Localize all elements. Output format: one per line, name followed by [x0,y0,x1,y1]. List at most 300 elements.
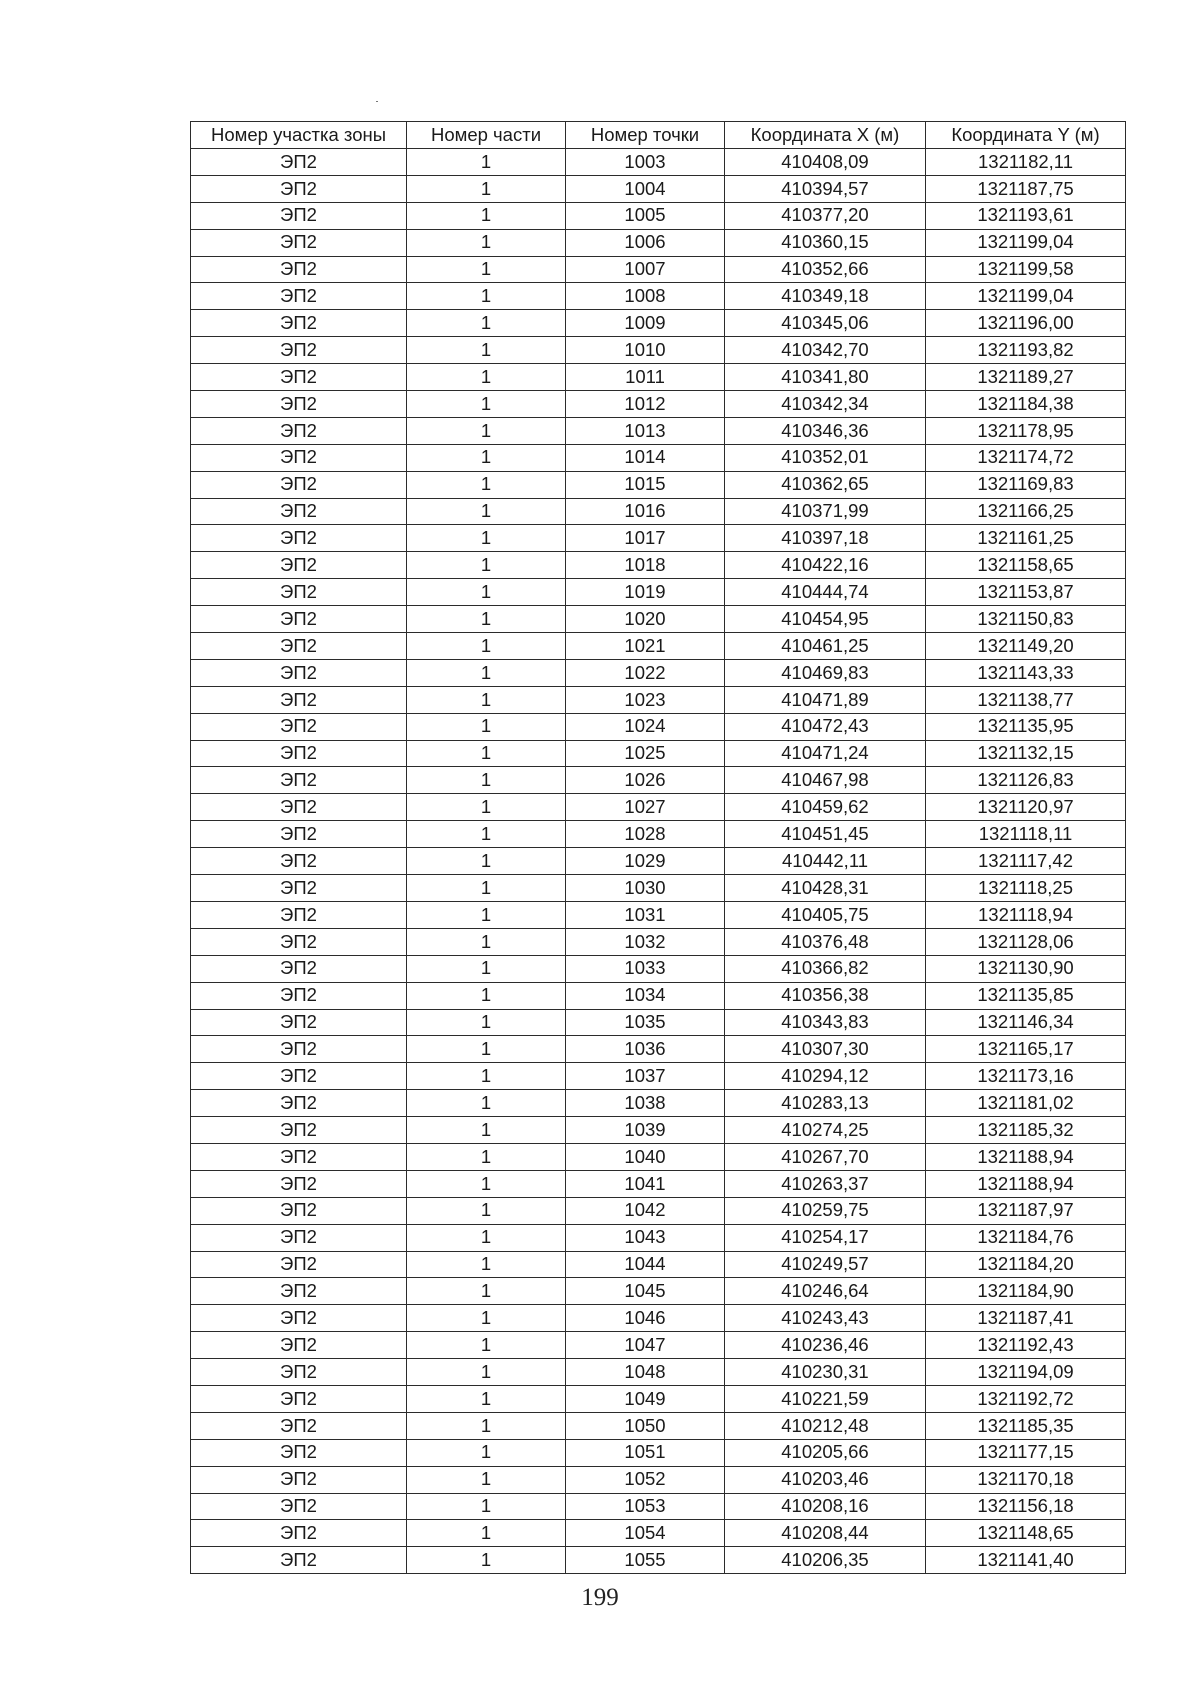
coordinate-x-cell: 410345,06 [725,310,926,337]
table-row [191,471,1126,498]
table-row [191,498,1126,525]
table-row [191,713,1126,740]
coordinates-table [190,121,1126,1574]
coordinate-y-cell: 1321185,32 [926,1117,1126,1144]
point-number-cell: 1033 [566,955,725,982]
coordinate-y-cell: 1321187,41 [926,1305,1126,1332]
zone-section-cell: ЭП2 [191,175,407,202]
coordinate-x-cell: 410356,38 [725,982,926,1009]
zone-section-cell: ЭП2 [191,579,407,606]
coordinate-y-cell: 1321138,77 [926,686,1126,713]
coordinate-y-cell: 1321173,16 [926,1063,1126,1090]
coordinate-y-cell: 1321161,25 [926,525,1126,552]
coordinate-x-cell: 410208,44 [725,1520,926,1547]
zone-section-cell: ЭП2 [191,633,407,660]
part-number-cell: 1 [407,1305,566,1332]
part-number-cell: 1 [407,391,566,418]
point-number-cell: 1018 [566,552,725,579]
table-row [191,552,1126,579]
coordinate-x-cell: 410267,70 [725,1143,926,1170]
coordinate-y-cell: 1321135,95 [926,713,1126,740]
table-row [191,1063,1126,1090]
part-number-cell: 1 [407,525,566,552]
zone-section-cell: ЭП2 [191,740,407,767]
part-number-cell: 1 [407,1466,566,1493]
zone-section-cell: ЭП2 [191,659,407,686]
point-number-cell: 1021 [566,633,725,660]
zone-section-cell: ЭП2 [191,1439,407,1466]
table-row [191,1009,1126,1036]
coordinate-x-cell: 410408,09 [725,149,926,176]
coordinate-x-cell: 410259,75 [725,1197,926,1224]
coordinate-y-cell: 1321181,02 [926,1090,1126,1117]
coordinate-y-cell: 1321148,65 [926,1520,1126,1547]
point-number-cell: 1035 [566,1009,725,1036]
zone-section-cell: ЭП2 [191,713,407,740]
part-number-cell: 1 [407,1278,566,1305]
zone-section-cell: ЭП2 [191,1332,407,1359]
part-number-cell: 1 [407,1439,566,1466]
coordinate-x-cell: 410342,70 [725,337,926,364]
header-coordinate-y: Координата Y (м) [926,122,1126,149]
point-number-cell: 1028 [566,821,725,848]
part-number-cell: 1 [407,1036,566,1063]
table-row [191,1547,1126,1574]
part-number-cell: 1 [407,1493,566,1520]
table-row [191,364,1126,391]
table-body [191,149,1126,1574]
zone-section-cell: ЭП2 [191,1359,407,1386]
zone-section-cell: ЭП2 [191,686,407,713]
coordinate-y-cell: 1321156,18 [926,1493,1126,1520]
part-number-cell: 1 [407,229,566,256]
part-number-cell: 1 [407,310,566,337]
coordinate-x-cell: 410444,74 [725,579,926,606]
coordinate-y-cell: 1321165,17 [926,1036,1126,1063]
zone-section-cell: ЭП2 [191,471,407,498]
point-number-cell: 1054 [566,1520,725,1547]
point-number-cell: 1008 [566,283,725,310]
coordinate-y-cell: 1321150,83 [926,606,1126,633]
point-number-cell: 1040 [566,1143,725,1170]
coordinate-x-cell: 410246,64 [725,1278,926,1305]
part-number-cell: 1 [407,713,566,740]
coordinate-x-cell: 410254,17 [725,1224,926,1251]
point-number-cell: 1003 [566,149,725,176]
coordinate-x-cell: 410454,95 [725,606,926,633]
table-row [191,1036,1126,1063]
zone-section-cell: ЭП2 [191,1466,407,1493]
coordinate-y-cell: 1321118,25 [926,875,1126,902]
point-number-cell: 1037 [566,1063,725,1090]
zone-section-cell: ЭП2 [191,1036,407,1063]
zone-section-cell: ЭП2 [191,417,407,444]
part-number-cell: 1 [407,175,566,202]
table-row [191,229,1126,256]
coordinate-x-cell: 410206,35 [725,1547,926,1574]
coordinate-x-cell: 410377,20 [725,202,926,229]
part-number-cell: 1 [407,202,566,229]
part-number-cell: 1 [407,579,566,606]
table-row [191,1385,1126,1412]
point-number-cell: 1020 [566,606,725,633]
part-number-cell: 1 [407,1385,566,1412]
zone-section-cell: ЭП2 [191,229,407,256]
table-row [191,149,1126,176]
coordinate-x-cell: 410472,43 [725,713,926,740]
table-row [191,740,1126,767]
coordinate-y-cell: 1321117,42 [926,848,1126,875]
coordinate-x-cell: 410366,82 [725,955,926,982]
table-row [191,848,1126,875]
coordinate-y-cell: 1321189,27 [926,364,1126,391]
coordinate-y-cell: 1321184,38 [926,391,1126,418]
coordinate-x-cell: 410360,15 [725,229,926,256]
coordinate-x-cell: 410352,66 [725,256,926,283]
part-number-cell: 1 [407,901,566,928]
point-number-cell: 1052 [566,1466,725,1493]
coordinate-y-cell: 1321184,76 [926,1224,1126,1251]
part-number-cell: 1 [407,659,566,686]
table-row [191,1520,1126,1547]
point-number-cell: 1011 [566,364,725,391]
point-number-cell: 1043 [566,1224,725,1251]
point-number-cell: 1041 [566,1170,725,1197]
table-row [191,928,1126,955]
coordinate-y-cell: 1321149,20 [926,633,1126,660]
table-row [191,606,1126,633]
table-header-row [191,122,1126,149]
part-number-cell: 1 [407,740,566,767]
zone-section-cell: ЭП2 [191,928,407,955]
coordinate-x-cell: 410362,65 [725,471,926,498]
table-row [191,1466,1126,1493]
part-number-cell: 1 [407,1332,566,1359]
zone-section-cell: ЭП2 [191,1278,407,1305]
part-number-cell: 1 [407,552,566,579]
table-row [191,1143,1126,1170]
coordinate-y-cell: 1321199,58 [926,256,1126,283]
coordinate-x-cell: 410230,31 [725,1359,926,1386]
coordinate-x-cell: 410263,37 [725,1170,926,1197]
zone-section-cell: ЭП2 [191,337,407,364]
point-number-cell: 1014 [566,444,725,471]
point-number-cell: 1026 [566,767,725,794]
table-row [191,767,1126,794]
table-row [191,794,1126,821]
coordinate-y-cell: 1321118,94 [926,901,1126,928]
table-row [191,175,1126,202]
header-coordinate-x: Координата X (м) [725,122,926,149]
zone-section-cell: ЭП2 [191,1493,407,1520]
point-number-cell: 1027 [566,794,725,821]
coordinate-x-cell: 410221,59 [725,1385,926,1412]
coordinate-y-cell: 1321166,25 [926,498,1126,525]
coordinate-y-cell: 1321126,83 [926,767,1126,794]
coordinate-y-cell: 1321143,33 [926,659,1126,686]
coordinate-y-cell: 1321135,85 [926,982,1126,1009]
header-zone-section-number: Номер участка зоны [191,122,407,149]
table-row [191,1090,1126,1117]
zone-section-cell: ЭП2 [191,1520,407,1547]
coordinate-y-cell: 1321187,75 [926,175,1126,202]
coordinate-y-cell: 1321185,35 [926,1412,1126,1439]
table-row [191,1197,1126,1224]
part-number-cell: 1 [407,498,566,525]
point-number-cell: 1049 [566,1385,725,1412]
zone-section-cell: ЭП2 [191,1305,407,1332]
coordinate-x-cell: 410307,30 [725,1036,926,1063]
coordinate-x-cell: 410459,62 [725,794,926,821]
zone-section-cell: ЭП2 [191,1170,407,1197]
part-number-cell: 1 [407,686,566,713]
coordinate-y-cell: 1321194,09 [926,1359,1126,1386]
coordinate-x-cell: 410208,16 [725,1493,926,1520]
zone-section-cell: ЭП2 [191,202,407,229]
zone-section-cell: ЭП2 [191,310,407,337]
scan-speck [376,101,378,102]
table-row [191,337,1126,364]
part-number-cell: 1 [407,848,566,875]
zone-section-cell: ЭП2 [191,1090,407,1117]
table-row [191,1439,1126,1466]
point-number-cell: 1047 [566,1332,725,1359]
coordinate-y-cell: 1321199,04 [926,229,1126,256]
coordinate-x-cell: 410469,83 [725,659,926,686]
table-row [191,256,1126,283]
coordinate-y-cell: 1321188,94 [926,1143,1126,1170]
point-number-cell: 1013 [566,417,725,444]
part-number-cell: 1 [407,928,566,955]
zone-section-cell: ЭП2 [191,901,407,928]
coordinate-y-cell: 1321192,43 [926,1332,1126,1359]
point-number-cell: 1023 [566,686,725,713]
zone-section-cell: ЭП2 [191,444,407,471]
table-row [191,283,1126,310]
zone-section-cell: ЭП2 [191,875,407,902]
part-number-cell: 1 [407,1170,566,1197]
part-number-cell: 1 [407,767,566,794]
coordinate-x-cell: 410451,45 [725,821,926,848]
coordinate-y-cell: 1321118,11 [926,821,1126,848]
point-number-cell: 1019 [566,579,725,606]
coordinate-x-cell: 410442,11 [725,848,926,875]
coordinate-y-cell: 1321196,00 [926,310,1126,337]
point-number-cell: 1022 [566,659,725,686]
point-number-cell: 1010 [566,337,725,364]
part-number-cell: 1 [407,955,566,982]
coordinate-x-cell: 410294,12 [725,1063,926,1090]
point-number-cell: 1042 [566,1197,725,1224]
zone-section-cell: ЭП2 [191,955,407,982]
zone-section-cell: ЭП2 [191,283,407,310]
point-number-cell: 1006 [566,229,725,256]
coordinate-x-cell: 410274,25 [725,1117,926,1144]
point-number-cell: 1016 [566,498,725,525]
header-part-number: Номер части [407,122,566,149]
point-number-cell: 1030 [566,875,725,902]
table-row [191,525,1126,552]
zone-section-cell: ЭП2 [191,1251,407,1278]
point-number-cell: 1025 [566,740,725,767]
zone-section-cell: ЭП2 [191,794,407,821]
coordinate-x-cell: 410212,48 [725,1412,926,1439]
part-number-cell: 1 [407,606,566,633]
zone-section-cell: ЭП2 [191,1412,407,1439]
zone-section-cell: ЭП2 [191,1009,407,1036]
coordinate-y-cell: 1321132,15 [926,740,1126,767]
point-number-cell: 1051 [566,1439,725,1466]
part-number-cell: 1 [407,875,566,902]
point-number-cell: 1045 [566,1278,725,1305]
point-number-cell: 1015 [566,471,725,498]
point-number-cell: 1005 [566,202,725,229]
table-row [191,633,1126,660]
table-row [191,1305,1126,1332]
zone-section-cell: ЭП2 [191,606,407,633]
coordinate-y-cell: 1321192,72 [926,1385,1126,1412]
part-number-cell: 1 [407,982,566,1009]
coordinate-x-cell: 410249,57 [725,1251,926,1278]
coordinate-y-cell: 1321199,04 [926,283,1126,310]
coordinate-y-cell: 1321158,65 [926,552,1126,579]
point-number-cell: 1004 [566,175,725,202]
table-row [191,1359,1126,1386]
table-row [191,1251,1126,1278]
point-number-cell: 1046 [566,1305,725,1332]
coordinate-y-cell: 1321128,06 [926,928,1126,955]
coordinate-x-cell: 410467,98 [725,767,926,794]
part-number-cell: 1 [407,364,566,391]
coordinate-x-cell: 410349,18 [725,283,926,310]
table-row [191,1170,1126,1197]
table-row [191,901,1126,928]
zone-section-cell: ЭП2 [191,848,407,875]
part-number-cell: 1 [407,1009,566,1036]
point-number-cell: 1039 [566,1117,725,1144]
coordinate-y-cell: 1321178,95 [926,417,1126,444]
part-number-cell: 1 [407,256,566,283]
point-number-cell: 1031 [566,901,725,928]
part-number-cell: 1 [407,471,566,498]
coordinate-y-cell: 1321141,40 [926,1547,1126,1574]
point-number-cell: 1029 [566,848,725,875]
point-number-cell: 1007 [566,256,725,283]
part-number-cell: 1 [407,149,566,176]
coordinate-x-cell: 410352,01 [725,444,926,471]
part-number-cell: 1 [407,794,566,821]
table-row [191,579,1126,606]
coordinate-y-cell: 1321182,11 [926,149,1126,176]
coordinate-y-cell: 1321193,61 [926,202,1126,229]
table-row [191,1412,1126,1439]
part-number-cell: 1 [407,1251,566,1278]
point-number-cell: 1048 [566,1359,725,1386]
coordinate-y-cell: 1321169,83 [926,471,1126,498]
coordinate-y-cell: 1321177,15 [926,1439,1126,1466]
coordinate-x-cell: 410471,89 [725,686,926,713]
coordinate-x-cell: 410343,83 [725,1009,926,1036]
point-number-cell: 1050 [566,1412,725,1439]
coordinate-y-cell: 1321120,97 [926,794,1126,821]
point-number-cell: 1055 [566,1547,725,1574]
coordinate-x-cell: 410243,43 [725,1305,926,1332]
coordinate-x-cell: 410405,75 [725,901,926,928]
coordinate-x-cell: 410346,36 [725,417,926,444]
coordinate-y-cell: 1321146,34 [926,1009,1126,1036]
part-number-cell: 1 [407,1117,566,1144]
point-number-cell: 1044 [566,1251,725,1278]
coordinate-x-cell: 410236,46 [725,1332,926,1359]
table-row [191,310,1126,337]
coordinate-y-cell: 1321188,94 [926,1170,1126,1197]
zone-section-cell: ЭП2 [191,552,407,579]
table-row [191,659,1126,686]
point-number-cell: 1036 [566,1036,725,1063]
zone-section-cell: ЭП2 [191,1117,407,1144]
part-number-cell: 1 [407,417,566,444]
table-row [191,686,1126,713]
zone-section-cell: ЭП2 [191,149,407,176]
table-row [191,955,1126,982]
zone-section-cell: ЭП2 [191,1197,407,1224]
coordinate-y-cell: 1321153,87 [926,579,1126,606]
zone-section-cell: ЭП2 [191,498,407,525]
part-number-cell: 1 [407,1224,566,1251]
zone-section-cell: ЭП2 [191,364,407,391]
part-number-cell: 1 [407,283,566,310]
coordinate-x-cell: 410205,66 [725,1439,926,1466]
coordinate-y-cell: 1321184,90 [926,1278,1126,1305]
point-number-cell: 1038 [566,1090,725,1117]
part-number-cell: 1 [407,444,566,471]
coordinate-x-cell: 410341,80 [725,364,926,391]
coordinate-y-cell: 1321174,72 [926,444,1126,471]
table-row [191,982,1126,1009]
part-number-cell: 1 [407,1520,566,1547]
zone-section-cell: ЭП2 [191,982,407,1009]
coordinate-y-cell: 1321184,20 [926,1251,1126,1278]
part-number-cell: 1 [407,1143,566,1170]
zone-section-cell: ЭП2 [191,1063,407,1090]
part-number-cell: 1 [407,633,566,660]
zone-section-cell: ЭП2 [191,1224,407,1251]
zone-section-cell: ЭП2 [191,1547,407,1574]
table-row [191,821,1126,848]
coordinate-x-cell: 410376,48 [725,928,926,955]
page-number: 199 [581,1584,619,1611]
coordinate-x-cell: 410397,18 [725,525,926,552]
coordinate-x-cell: 410428,31 [725,875,926,902]
table-row [191,1117,1126,1144]
zone-section-cell: ЭП2 [191,1385,407,1412]
coordinate-y-cell: 1321187,97 [926,1197,1126,1224]
coordinate-x-cell: 410283,13 [725,1090,926,1117]
coordinate-y-cell: 1321170,18 [926,1466,1126,1493]
zone-section-cell: ЭП2 [191,767,407,794]
coordinate-y-cell: 1321130,90 [926,955,1126,982]
table-row [191,1332,1126,1359]
table-row [191,417,1126,444]
point-number-cell: 1032 [566,928,725,955]
table-row [191,1278,1126,1305]
part-number-cell: 1 [407,1359,566,1386]
zone-section-cell: ЭП2 [191,391,407,418]
zone-section-cell: ЭП2 [191,525,407,552]
point-number-cell: 1034 [566,982,725,1009]
table-row [191,1224,1126,1251]
table-row [191,1493,1126,1520]
